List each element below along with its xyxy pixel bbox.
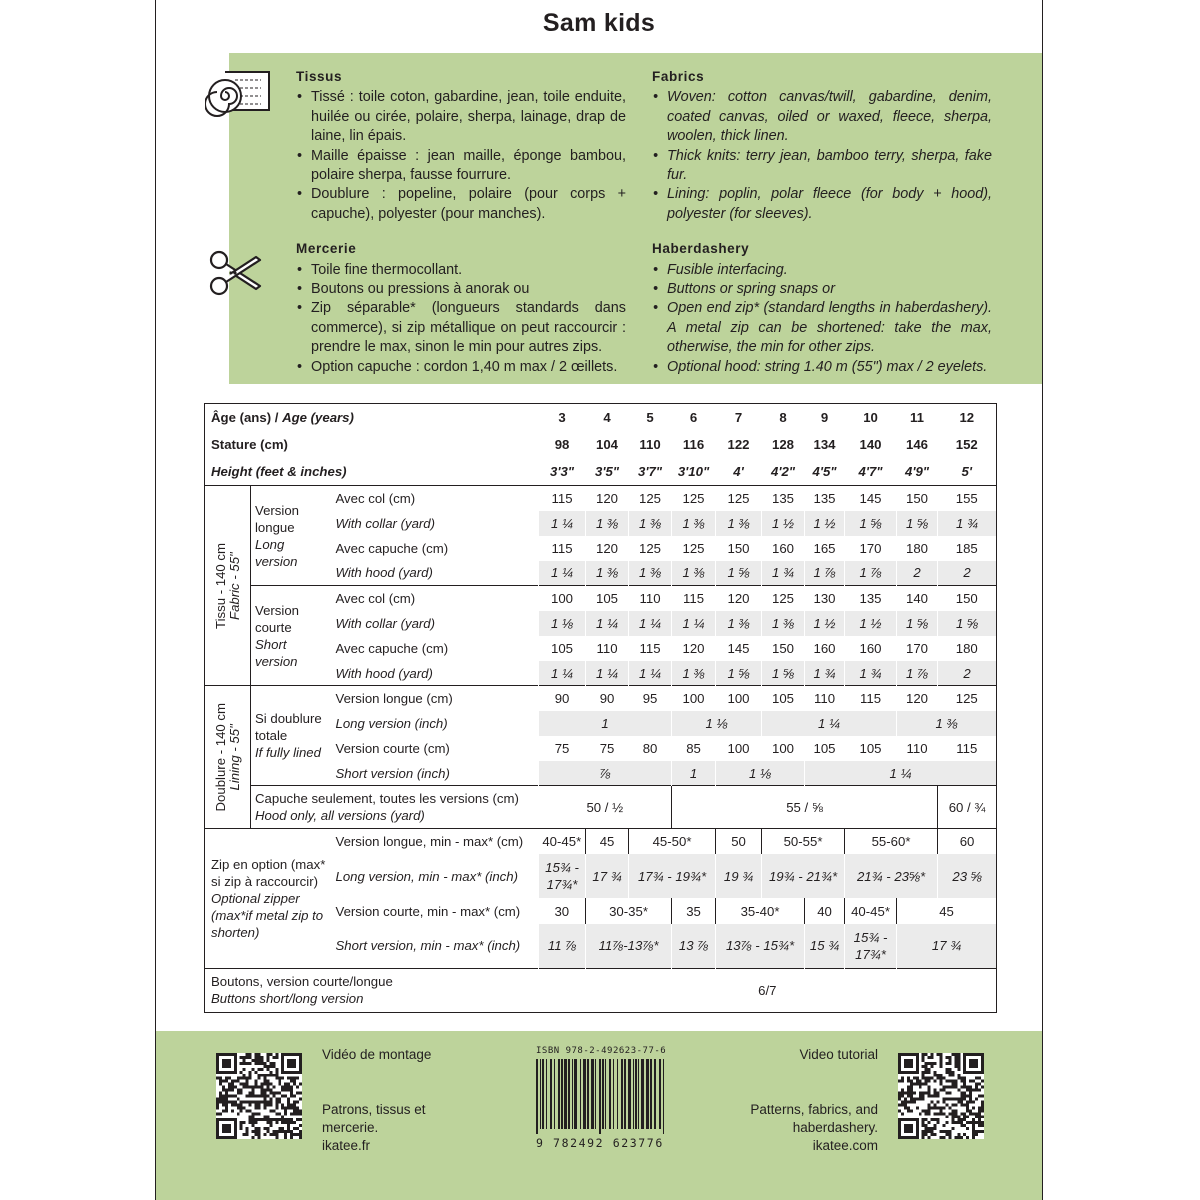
table-cell: 35: [672, 898, 716, 924]
table-cell: 75: [554, 740, 570, 756]
table-cell: 110: [639, 436, 661, 452]
lining-side-label: Doublure - 140 cm Lining - 55": [205, 686, 251, 828]
table-cell: 1 ⅝: [897, 611, 938, 636]
table-cell: 40: [805, 898, 845, 924]
table-cell: 155: [938, 486, 997, 511]
table-cell: 45: [897, 898, 997, 924]
table-cell: 30: [554, 903, 570, 919]
table-cell: 110: [805, 686, 845, 711]
table-cell: 1 ⅜: [672, 511, 716, 536]
table-cell: 1 ⅜: [629, 511, 672, 536]
table-row: [205, 828, 997, 854]
table-cell: 1 ⅜: [672, 561, 716, 586]
table-cell: 1 ⅛: [672, 711, 762, 736]
row-label: Version courte, min - max* (cm): [335, 903, 521, 919]
fabric-roll-icon: [205, 66, 275, 124]
table-cell: 1 ⅜: [716, 511, 762, 536]
table-cell: 1 ¾: [938, 511, 997, 536]
table-cell: 110: [596, 640, 618, 656]
list-item: • Boutons ou pressions à anorak ou: [296, 280, 626, 299]
qr-code-icon[interactable]: [216, 1053, 302, 1139]
table-cell: 180: [955, 640, 978, 656]
table-cell: 140: [906, 590, 929, 606]
table-cell: 160: [813, 640, 836, 656]
english-supplies: [652, 67, 992, 392]
table-cell: 90: [539, 686, 586, 711]
table-cell: 1 ¼: [539, 661, 586, 686]
age-label: Âge (ans) / Age (years): [211, 409, 354, 425]
table-cell: 1 ⅜: [897, 711, 997, 736]
table-cell: 1 ⅝: [897, 511, 938, 536]
isbn-number: 9 782492 623776: [536, 1136, 664, 1150]
zip-label: Zip en option (max* si zip à raccourcir) Optional zipper (max*if metal zip to shorten): [205, 828, 333, 968]
row-label: Avec col (cm): [333, 486, 539, 511]
table-cell: 105: [813, 740, 836, 756]
table-cell: 1 ¼: [629, 611, 672, 636]
table-cell: 115: [845, 686, 897, 711]
table-cell: 5': [961, 463, 973, 479]
row-label: Avec capuche (cm): [335, 540, 449, 556]
table-cell: 110: [906, 740, 928, 756]
table-cell: 105: [596, 590, 619, 606]
table-cell: 1 ¼: [539, 511, 586, 536]
table-cell: 4: [603, 409, 611, 425]
table-cell: 35-40*: [716, 898, 805, 924]
table-cell: 1 ½: [805, 611, 845, 636]
haberdashery-list-en: [652, 261, 992, 377]
table-row: [205, 586, 997, 611]
table-cell: 180: [906, 540, 929, 556]
table-cell: 4'7": [858, 463, 883, 479]
table-cell: 45: [586, 828, 629, 854]
table-cell: 4'2": [771, 463, 796, 479]
table-cell: 1 ⅝: [762, 661, 805, 686]
list-item: • Maille épaisse : jean maille, éponge bambou, polaire sherpa, fausse fourrure.: [296, 147, 626, 186]
table-cell: 110: [639, 590, 661, 606]
video-label-en: Video tutorial: [799, 1047, 878, 1062]
table-cell: 115: [551, 540, 573, 556]
table-cell: 1 ½: [762, 511, 805, 536]
table-cell: 120: [682, 640, 705, 656]
table-row: [205, 458, 997, 486]
row-label: Version courte (cm): [335, 740, 450, 756]
table-cell: 50 / ½: [539, 786, 672, 828]
table-cell: 3'10": [677, 463, 710, 479]
table-cell: 1 ½: [805, 511, 845, 536]
patterns-label-en: Patterns, fabrics, and haberdashery. ikatee.com: [750, 1102, 878, 1153]
table-cell: 120: [586, 486, 629, 511]
table-cell: 21¾ - 23⅝*: [845, 854, 938, 898]
list-item: • Doublure : popeline, polaire (pour corps + capuche), polyester (pour manches).: [296, 185, 626, 224]
row-label: Long version, min - max* (inch): [335, 868, 518, 884]
fabrics-list-en: [652, 88, 992, 224]
table-cell: 160: [772, 540, 795, 556]
table-cell: ⅞: [539, 761, 672, 786]
table-cell: 125: [629, 486, 672, 511]
table-cell: 1 ⅞: [805, 561, 845, 586]
table-cell: 1 ⅜: [629, 561, 672, 586]
table-cell: 15¾ - 17¾*: [539, 854, 586, 898]
table-cell: 55-60*: [845, 828, 938, 854]
table-cell: 120: [897, 686, 938, 711]
table-cell: 150: [955, 590, 978, 606]
table-cell: 3'3": [550, 463, 575, 479]
table-cell: 90: [586, 686, 629, 711]
table-cell: 3: [558, 409, 566, 425]
table-cell: 2: [897, 561, 938, 586]
table-cell: 140: [859, 436, 882, 452]
table-cell: 100: [672, 686, 716, 711]
table-cell: 1 ¾: [805, 661, 845, 686]
table-cell: 105: [859, 740, 882, 756]
table-cell: 134: [813, 436, 836, 452]
table-cell: 1 ¼: [629, 661, 672, 686]
table-cell: 1: [672, 761, 716, 786]
table-cell: 104: [596, 436, 619, 452]
table-cell: 8: [779, 409, 787, 425]
stature-label: Stature (cm): [211, 436, 288, 452]
table-row: [205, 968, 997, 1012]
table-cell: 100: [551, 590, 574, 606]
table-cell: 12: [959, 409, 975, 425]
table-cell: 13⅞ - 15¾*: [716, 924, 805, 968]
isbn-label: ISBN 978-2-492623-77-6: [536, 1046, 667, 1056]
table-cell: 145: [727, 640, 750, 656]
list-item: • Zip séparable* (longueurs standards dans commerce), si zip métallique on peut raccourcir : prendre le max, sinon le min pour autres zips.: [296, 299, 626, 357]
table-cell: 1 ¼: [805, 761, 997, 786]
list-item: • Open end zip* (standard lengths in haberdashery). A metal zip can be shortened: take the max, otherwise, the min for other zips.: [652, 299, 992, 357]
table-cell: 1 ⅝: [845, 511, 897, 536]
french-supplies: [296, 67, 626, 392]
row-label: With hood (yard): [335, 565, 433, 581]
table-cell: 30-35*: [586, 898, 672, 924]
table-cell: 4': [733, 463, 744, 479]
haberdashery-heading-fr: Mercerie: [296, 241, 357, 257]
table-cell: 170: [906, 640, 929, 656]
table-cell: 170: [859, 540, 882, 556]
table-cell: 1 ⅜: [762, 611, 805, 636]
table-cell: 1 ¼: [672, 611, 716, 636]
table-cell: 1 ⅝: [938, 611, 997, 636]
table-cell: 100: [772, 740, 795, 756]
page-title: Sam kids: [542, 9, 656, 37]
list-item: • Optional hood: string 1.40 m (55") max / 2 eyelets.: [652, 358, 992, 377]
table-cell: 185: [955, 540, 978, 556]
table-cell: 23 ⅝: [938, 854, 997, 898]
table-cell: 150: [772, 640, 795, 656]
table-cell: 100: [716, 686, 762, 711]
table-cell: 17 ¾: [586, 854, 629, 898]
table-cell: 1 ⅜: [586, 561, 629, 586]
list-item: • Toile fine thermocollant.: [296, 261, 626, 280]
table-cell: 1 ¼: [586, 611, 629, 636]
table-cell: 75: [599, 740, 615, 756]
site-link-en[interactable]: ikatee.com: [812, 1138, 878, 1153]
table-cell: 115: [639, 640, 661, 656]
table-cell: 45-50*: [629, 828, 716, 854]
buttons-label: Boutons, version courte/longue Buttons short/long version: [205, 968, 539, 1012]
table-cell: 19¾ - 21¾*: [762, 854, 845, 898]
table-cell: 1 ⅞: [845, 561, 897, 586]
table-cell: 17¾ - 19¾*: [629, 854, 716, 898]
table-cell: 15¾ - 17¾*: [845, 924, 897, 968]
short-version-label: Version courte Short version: [251, 586, 333, 686]
table-cell: 11⅞-13⅞*: [586, 924, 672, 968]
table-cell: 125: [639, 540, 662, 556]
table-cell: 135: [859, 590, 882, 606]
table-cell: 85: [686, 740, 701, 756]
table-cell: 1: [539, 711, 672, 736]
table-cell: 105: [551, 640, 574, 656]
table-cell: 125: [938, 686, 997, 711]
table-cell: 160: [859, 640, 882, 656]
full-lining-label: Si doublure totale If fully lined: [251, 686, 333, 786]
table-cell: 17 ¾: [897, 924, 997, 968]
table-cell: 1 ⅞: [897, 661, 938, 686]
haberdashery-list-fr: [296, 261, 626, 377]
table-cell: 152: [955, 436, 978, 452]
fabrics-list-fr: [296, 88, 626, 224]
size-chart-table: [204, 403, 997, 1013]
fabrics-heading-fr: Tissus: [296, 69, 343, 84]
table-cell: 3'7": [638, 463, 663, 479]
row-label: Avec col (cm): [335, 590, 416, 606]
table-cell: 2: [938, 661, 997, 686]
list-item: • Lining: poplin, polar fleece (for body + hood), polyester (for sleeves).: [652, 185, 992, 224]
table-cell: 150: [727, 540, 750, 556]
table-row: [205, 486, 997, 511]
table-cell: 100: [727, 740, 750, 756]
table-cell: 1 ⅛: [539, 611, 586, 636]
scissors-icon: [208, 248, 266, 298]
table-cell: 146: [906, 436, 929, 452]
table-cell: 125: [772, 590, 795, 606]
row-label: With hood (yard): [335, 665, 433, 681]
site-link-fr[interactable]: ikatee.fr: [322, 1138, 371, 1153]
height-label: Height (feet & inches): [211, 463, 347, 479]
video-label-fr: Vidéo de montage: [322, 1047, 432, 1062]
list-item: • Buttons or spring snaps or: [652, 280, 992, 299]
table-cell: 10: [863, 409, 878, 425]
table-cell: 1 ¾: [762, 561, 805, 586]
table-cell: 105: [762, 686, 805, 711]
patterns-label-fr: Patrons, tissus et mercerie. ikatee.fr: [322, 1102, 426, 1153]
row-label: Version longue (cm): [333, 686, 539, 711]
hood-only-label: Capuche seulement, toutes les versions (cm) Hood only, all versions (yard): [251, 786, 539, 828]
table-cell: 1 ⅝: [716, 561, 762, 586]
table-cell: 1 ¼: [586, 661, 629, 686]
row-label: Avec capuche (cm): [335, 640, 449, 656]
table-cell: 128: [772, 436, 795, 452]
barcode-icon: [536, 1059, 664, 1134]
table-cell: 50: [716, 828, 762, 854]
row-label: Long version (inch): [335, 715, 448, 731]
table-cell: 4'9": [905, 463, 930, 479]
row-label: With collar (yard): [335, 615, 436, 631]
table-cell: 5: [646, 409, 654, 425]
long-version-label: Version longue Long version: [251, 486, 333, 586]
table-cell: 130: [813, 590, 836, 606]
table-cell: 9: [820, 409, 829, 425]
table-cell: 1 ½: [845, 611, 897, 636]
table-cell: 11: [910, 409, 924, 425]
list-item: • Fusible interfacing.: [652, 261, 992, 280]
table-row: [205, 431, 997, 458]
list-item: • Tissé : toile coton, gabardine, jean, toile enduite, huilée ou cirée, polaire, sherpa, lainage, drap de laine, lin épais.: [296, 88, 626, 146]
qr-code-icon[interactable]: [898, 1053, 984, 1139]
table-cell: 11 ⅞: [539, 924, 586, 968]
list-item: • Woven: cotton canvas/twill, gabardine, denim, coated canvas, oiled or waxed, fleece, sherpa, woolen, thick linen.: [652, 88, 992, 146]
table-cell: 125: [682, 540, 705, 556]
table-cell: 7: [734, 409, 743, 425]
table-row: [205, 404, 997, 431]
table-cell: 15 ¾: [805, 924, 845, 968]
table-cell: 60: [938, 828, 997, 854]
table-cell: 6: [689, 409, 698, 425]
list-item: • Thick knits: terry jean, bamboo terry, sherpa, fake fur.: [652, 147, 992, 186]
table-cell: 116: [682, 436, 705, 452]
row-label: Short version, min - max* (inch): [335, 938, 521, 954]
table-cell: 1 ⅜: [586, 511, 629, 536]
table-cell: 125: [672, 486, 716, 511]
fabrics-heading-en: Fabrics: [652, 69, 705, 84]
haberdashery-heading-en: Haberdashery: [652, 241, 750, 257]
table-cell: 3'5": [595, 463, 620, 479]
table-cell: 1 ¼: [762, 711, 897, 736]
row-label: Version longue, min - max* (cm): [333, 828, 539, 854]
table-cell: 115: [683, 590, 705, 606]
table-cell: 6/7: [539, 968, 997, 1012]
table-cell: 120: [596, 540, 619, 556]
table-row: [205, 686, 997, 711]
table-cell: 1 ⅜: [716, 611, 762, 636]
table-cell: 13 ⅞: [672, 924, 716, 968]
table-cell: 145: [845, 486, 897, 511]
table-cell: 98: [554, 436, 570, 452]
list-item: • Option capuche : cordon 1,40 m max / 2 œillets.: [296, 358, 626, 377]
table-cell: 125: [716, 486, 762, 511]
table-cell: 60 / ¾: [938, 786, 997, 828]
table-cell: 55 / ⅝: [672, 786, 938, 828]
row-label: With collar (yard): [335, 515, 436, 531]
table-cell: 1 ⅛: [716, 761, 805, 786]
row-label: Short version (inch): [335, 765, 450, 781]
fabric-side-label: Tissu - 140 cm Fabric - 55": [205, 486, 251, 686]
table-cell: 115: [956, 740, 978, 756]
table-cell: 135: [805, 486, 845, 511]
table-cell: 1 ¾: [845, 661, 897, 686]
table-cell: 2: [938, 561, 997, 586]
table-cell: 122: [727, 436, 750, 452]
table-cell: 1 ⅝: [716, 661, 762, 686]
table-cell: 1 ⅜: [672, 661, 716, 686]
table-cell: 19 ¾: [716, 854, 762, 898]
table-cell: 120: [727, 590, 750, 606]
table-row: [205, 786, 997, 828]
table-cell: 4'5": [812, 463, 837, 479]
table-cell: 135: [762, 486, 805, 511]
table-cell: 50-55*: [762, 828, 845, 854]
table-cell: 80: [642, 740, 658, 756]
table-cell: 40-45*: [539, 828, 586, 854]
table-cell: 95: [629, 686, 672, 711]
table-cell: 165: [813, 540, 836, 556]
table-cell: 115: [539, 486, 586, 511]
table-cell: 150: [897, 486, 938, 511]
table-cell: 40-45*: [845, 898, 897, 924]
table-cell: 1 ¼: [539, 561, 586, 586]
